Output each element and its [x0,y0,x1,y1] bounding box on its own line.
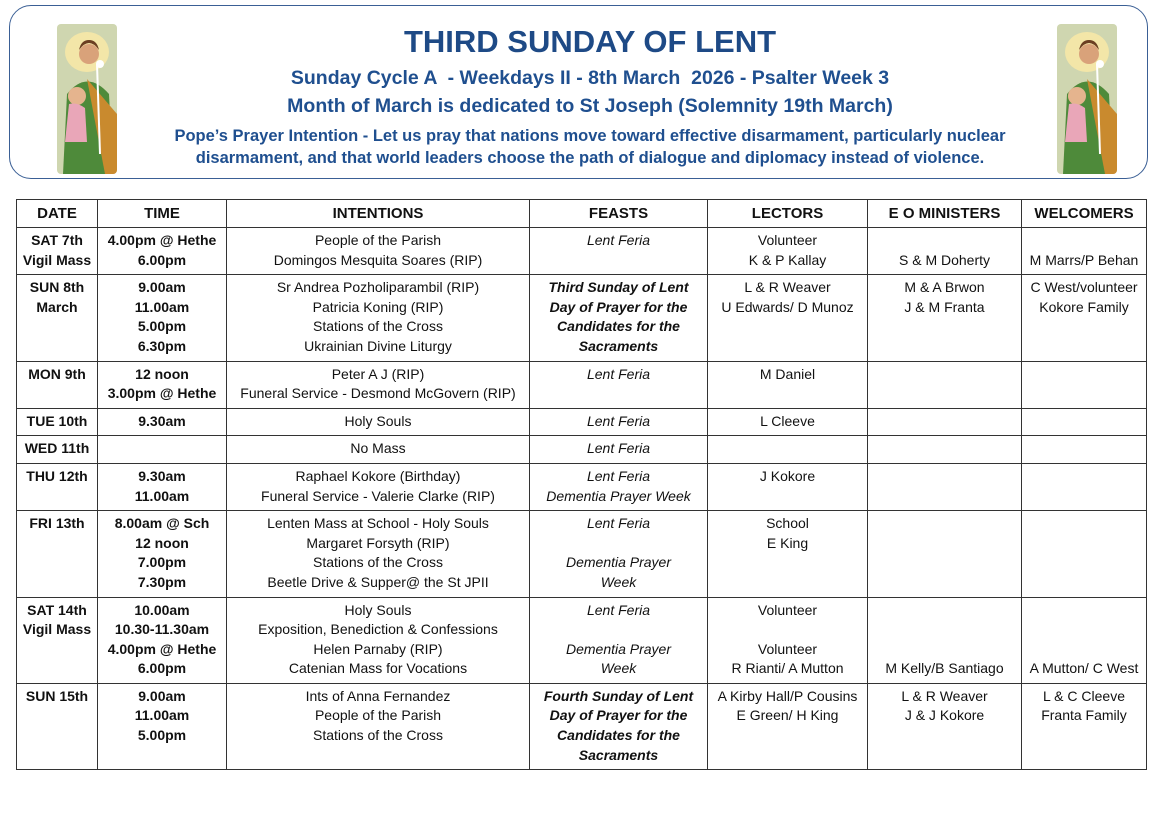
cell-welcomers [1022,361,1147,408]
cell-line: M Marrs/P Behan [1029,251,1139,268]
cell-date [17,275,98,361]
cell-line: Kokore Family [1039,298,1129,315]
cell-line: Peter A J (RIP) [331,365,425,382]
table-row [17,361,1147,408]
table-header-row [17,200,1147,228]
cell-date [17,408,98,436]
cell-line: Ints of Anna Fernandez [305,687,451,704]
cell-line: 9.00am [138,279,186,296]
cell-feasts [530,361,708,408]
cell-time [98,511,227,597]
cell-line: Lent Feria [586,232,651,248]
cell-line: Lenten Mass at School - Holy Souls [267,515,489,532]
cell-time [98,436,227,464]
cell-line: Candidates for the [557,318,680,335]
cell-line: R Rianti/ A Mutton [731,660,844,677]
cell-line: 8.00am @ Sch [114,515,210,532]
table-row [17,463,1147,510]
cell-line: Day of Prayer for the [549,707,688,724]
cell-line: SUN 8th [29,279,85,296]
cell-line: SAT 14th [27,601,87,618]
cell-intentions [227,597,530,683]
cell-ministers [868,228,1022,275]
cell-line: Holy Souls [344,412,412,429]
cell-ministers [868,683,1022,769]
cell-line: Helen Parnaby (RIP) [313,640,443,657]
cell-date [17,511,98,597]
cell-ministers [868,408,1022,436]
cell-feasts [530,275,708,361]
cell-line: 3.00pm @ Hethe [107,385,217,402]
cell-line: A Kirby Hall/P Cousins [717,687,858,704]
cell-line: E King [766,534,809,551]
cell-line: 7.00pm [137,554,187,571]
st-joseph-image-left [57,24,117,174]
table-row [17,683,1147,769]
cell-intentions [227,228,530,275]
month-dedication: Month of March is dedicated to St Joseph (Solemnity 19th March) [287,95,893,117]
st-joseph-image-right [1057,24,1117,174]
cell-line: A Mutton/ C West [1029,660,1139,677]
cell-feasts [530,597,708,683]
cell-line: Margaret Forsyth (RIP) [306,534,450,551]
cell-line: Vigil Mass [22,251,92,268]
cell-line: Lent Feria [586,467,651,484]
cell-line: L & C Cleeve [1043,687,1125,704]
cell-welcomers [1022,228,1147,275]
cell-line: J Kokore [759,467,816,484]
cell-line: Stations of the Cross [313,727,443,744]
cell-line: Franta Family [1041,707,1127,724]
cell-line: Week [600,660,637,677]
cell-welcomers [1022,463,1147,510]
cell-line: M & A Brwon [904,279,985,296]
cell-line: Week [600,573,637,590]
cell-line: 10.30-11.30am [114,621,210,638]
cell-date [17,228,98,275]
cell-line: 6.30pm [137,337,187,354]
cell-line: Funeral Service - Valerie Clarke (RIP) [261,487,495,504]
cell-lectors [708,275,868,361]
cell-line: Volunteer [757,601,818,618]
cell-line: WED 11th [24,440,90,457]
cell-intentions [227,683,530,769]
cell-date [17,597,98,683]
cell-intentions [227,511,530,597]
column-header-time: TIME [98,200,227,228]
cell-line: TUE 10th [26,412,88,429]
cell-line: 11.00am [134,298,190,315]
cell-line: Funeral Service - Desmond McGovern (RIP) [240,385,516,402]
cell-line: Lent Feria [586,515,651,532]
cell-welcomers [1022,683,1147,769]
cell-feasts [530,463,708,510]
cell-date [17,436,98,464]
cell-lectors [708,511,868,597]
cell-line: S & M Doherty [898,251,991,268]
cell-time [98,361,227,408]
cell-line: SUN 15th [25,687,89,704]
cell-line: SAT 7th [31,232,83,248]
cell-lectors [708,408,868,436]
cell-line: Lent Feria [586,440,651,457]
cycle-subtitle: Sunday Cycle A - Weekdays II - 8th March 2026 - Psalter Week 3 [290,67,890,89]
cell-line: March [36,298,78,315]
cell-line: Patricia Koning (RIP) [312,298,444,315]
cell-line: Lent Feria [586,412,651,429]
cell-welcomers [1022,597,1147,683]
table-row [17,408,1147,436]
cell-line: Sacraments [578,746,659,763]
cell-line: M Kelly/B Santiago [885,660,1004,677]
cell-line: J & J Kokore [904,707,985,724]
cell-line: J & M Franta [904,298,985,315]
header-text [125,24,1055,169]
cell-line: L Cleeve [760,412,815,429]
table-row [17,275,1147,361]
cell-lectors [708,683,868,769]
cell-line [870,601,1019,621]
column-header-date: DATE [17,200,98,228]
cell-intentions [227,436,530,464]
column-header-lectors: LECTORS [708,200,868,228]
cell-line: 10.00am [134,601,190,618]
cell-welcomers [1022,408,1147,436]
cell-ministers [868,361,1022,408]
table-row [17,228,1147,275]
cell-line: 4.00pm @ Hethe [107,232,217,248]
cell-line: Dementia Prayer Week [546,487,691,504]
cell-line: L & R Weaver [744,279,831,296]
cell-line [532,620,705,640]
cell-date [17,463,98,510]
cell-line: 5.00pm [137,727,187,744]
cell-line: No Mass [350,440,406,457]
prayer-intention: Pope’s Prayer Intention - Let us pray that nations move toward effective disarmament, particularly nuclear disarmament, and that world leaders choose the path of dialogue and diplomacy instead of violence. [174,127,1006,167]
cell-lectors [708,436,868,464]
header-banner [9,5,1148,179]
cell-line: 11.00am [134,487,190,504]
cell-line [1024,620,1144,640]
cell-line: C West/volunteer [1030,279,1138,296]
page-title: THIRD SUNDAY OF LENT [403,24,777,59]
cell-intentions [227,463,530,510]
cell-line: Sacraments [578,337,659,354]
cell-intentions [227,275,530,361]
cell-line: People of the Parish [314,232,442,248]
cell-ministers [868,436,1022,464]
cell-ministers [868,597,1022,683]
cell-line: Third Sunday of Lent [548,279,689,296]
cell-line: 7.30pm [137,573,187,590]
cell-line [1024,231,1144,251]
table-row [17,597,1147,683]
column-header-feasts: FEASTS [530,200,708,228]
cell-feasts [530,511,708,597]
cell-lectors [708,361,868,408]
cell-lectors [708,463,868,510]
cell-welcomers [1022,275,1147,361]
cell-line: Vigil Mass [22,621,92,638]
table-row [17,436,1147,464]
cell-lectors [708,597,868,683]
cell-line: Volunteer [757,232,818,248]
cell-line: Exposition, Benediction & Confessions [258,621,498,638]
cell-line: Catenian Mass for Vocations [288,660,468,677]
cell-line [1024,640,1144,660]
cell-line: M Daniel [759,365,816,382]
cell-line: 6.00pm [137,251,187,268]
cell-line: 9.30am [138,467,186,484]
cell-time [98,228,227,275]
table-body [17,228,1147,770]
cell-feasts [530,683,708,769]
cell-date [17,683,98,769]
cell-time [98,597,227,683]
cell-line: Stations of the Cross [313,318,443,335]
cell-line: 9.00am [138,687,186,704]
cell-line: Volunteer [757,640,818,657]
cell-line [710,620,865,640]
schedule-table [16,199,1147,770]
cell-ministers [868,463,1022,510]
cell-time [98,463,227,510]
cell-line: Lent Feria [586,601,651,618]
cell-welcomers [1022,436,1147,464]
cell-line: Dementia Prayer [565,640,672,657]
cell-ministers [868,511,1022,597]
cell-line: Day of Prayer for the [549,298,688,315]
cell-intentions [227,361,530,408]
cell-line: Holy Souls [344,601,412,618]
cell-line: Sr Andrea Pozholiparambil (RIP) [276,279,480,296]
cell-line: MON 9th [28,365,86,382]
cell-line: 4.00pm @ Hethe [107,640,217,657]
column-header-welcomers: WELCOMERS [1022,200,1147,228]
cell-feasts [530,436,708,464]
cell-line [870,231,1019,251]
cell-feasts [530,228,708,275]
cell-line: 5.00pm [137,318,187,335]
cell-line: Lent Feria [586,365,651,382]
cell-line: Raphael Kokore (Birthday) [295,467,461,484]
cell-line: 9.30am [138,412,186,429]
cell-time [98,275,227,361]
cell-line: 11.00am [134,707,190,724]
cell-line: Beetle Drive & Supper@ the St JPII [267,573,489,590]
cell-line: E Green/ H King [736,707,839,724]
cell-line: THU 12th [26,467,88,484]
table-row [17,511,1147,597]
cell-line [870,620,1019,640]
cell-line: School [766,515,809,532]
cell-line: Dementia Prayer [565,554,672,571]
cell-line: FRI 13th [29,515,85,532]
column-header-ministers: E O MINISTERS [868,200,1022,228]
cell-line: Domingos Mesquita Soares (RIP) [273,251,483,268]
cell-line: L & R Weaver [901,687,988,704]
cell-ministers [868,275,1022,361]
cell-line: U Edwards/ D Munoz [721,298,854,315]
column-header-intentions: INTENTIONS [227,200,530,228]
cell-welcomers [1022,511,1147,597]
cell-line [870,640,1019,660]
cell-line: 12 noon [135,365,189,382]
cell-line: Stations of the Cross [313,554,443,571]
cell-date [17,361,98,408]
cell-intentions [227,408,530,436]
cell-line [532,534,705,554]
cell-line: K & P Kallay [748,251,827,268]
cell-lectors [708,228,868,275]
cell-line: 6.00pm [137,660,187,677]
cell-feasts [530,408,708,436]
cell-time [98,683,227,769]
cell-time [98,408,227,436]
cell-line [1024,601,1144,621]
cell-line: Fourth Sunday of Lent [543,687,694,704]
cell-line: 12 noon [135,534,189,551]
cell-line: People of the Parish [314,707,442,724]
cell-line: Ukrainian Divine Liturgy [304,337,452,354]
cell-line: Candidates for the [557,727,680,744]
